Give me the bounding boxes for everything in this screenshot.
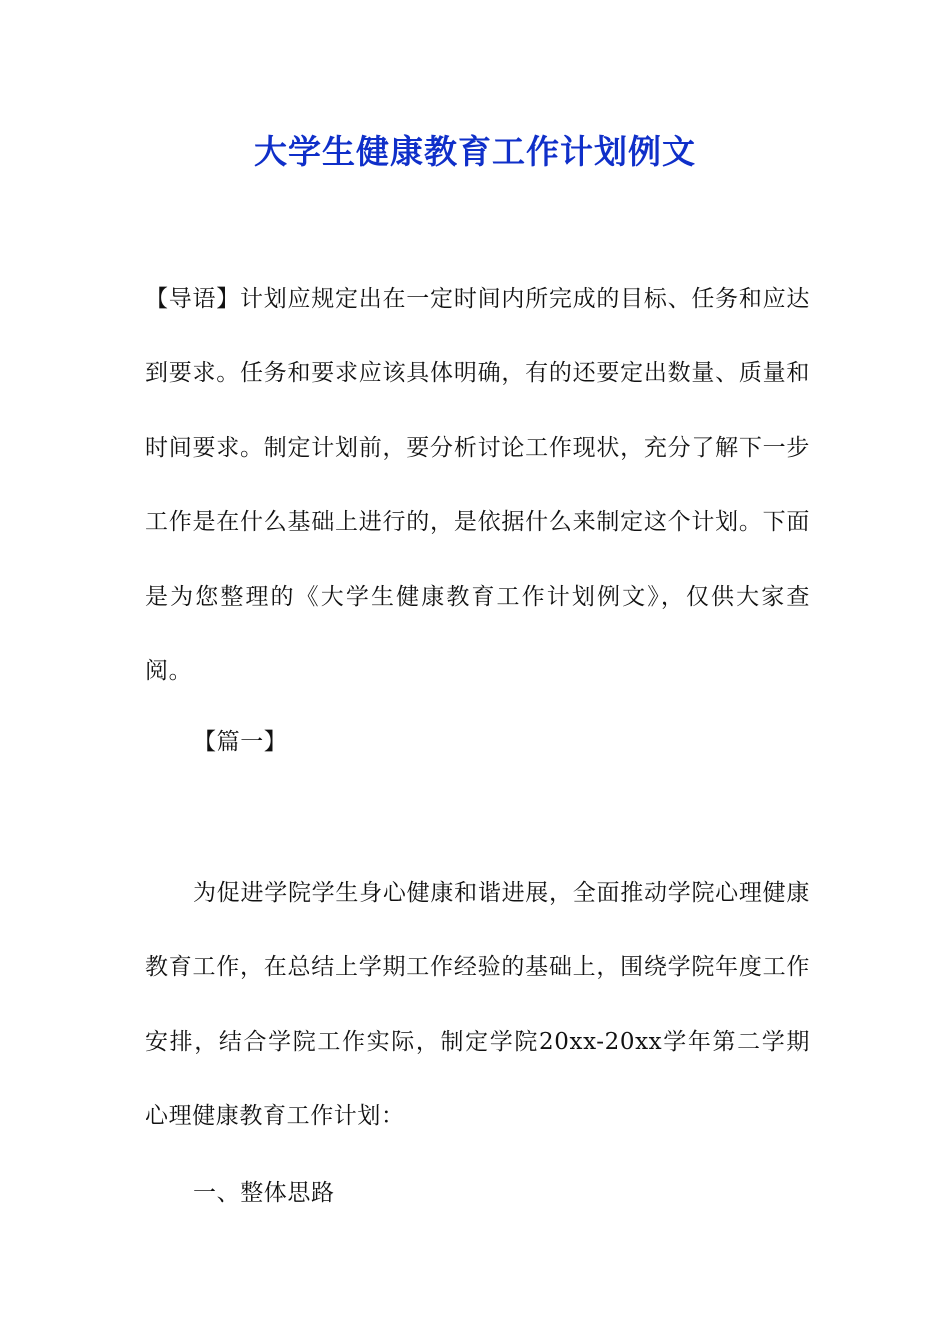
section-heading: 一、整体思路 — [193, 1180, 335, 1206]
section-label: 【篇一】 — [193, 729, 288, 755]
document-title: 大学生健康教育工作计划例文 — [254, 132, 696, 171]
intro-paragraph: 【导语】计划应规定出在一定时间内所完成的目标、任务和应达到要求。任务和要求应该具体明确，有的还要定出数量、质量和时间要求。制定计划前，要分析讨论工作现状，充分了解下一步工作是在什么基础上进行的，是依据什么来制定这个计划。下面是为您整理的《大学生健康教育工作计划例文》，仅供大家查阅。 — [145, 286, 810, 685]
body-paragraph: 为促进学院学生身心健康和谐进展，全面推动学院心理健康教育工作，在总结上学期工作经验的基础上，围绕学院年度工作安排，结合学院工作实际，制定学院20xx-20xx学年第二学期心理健康教育工作计划： — [145, 880, 810, 1130]
